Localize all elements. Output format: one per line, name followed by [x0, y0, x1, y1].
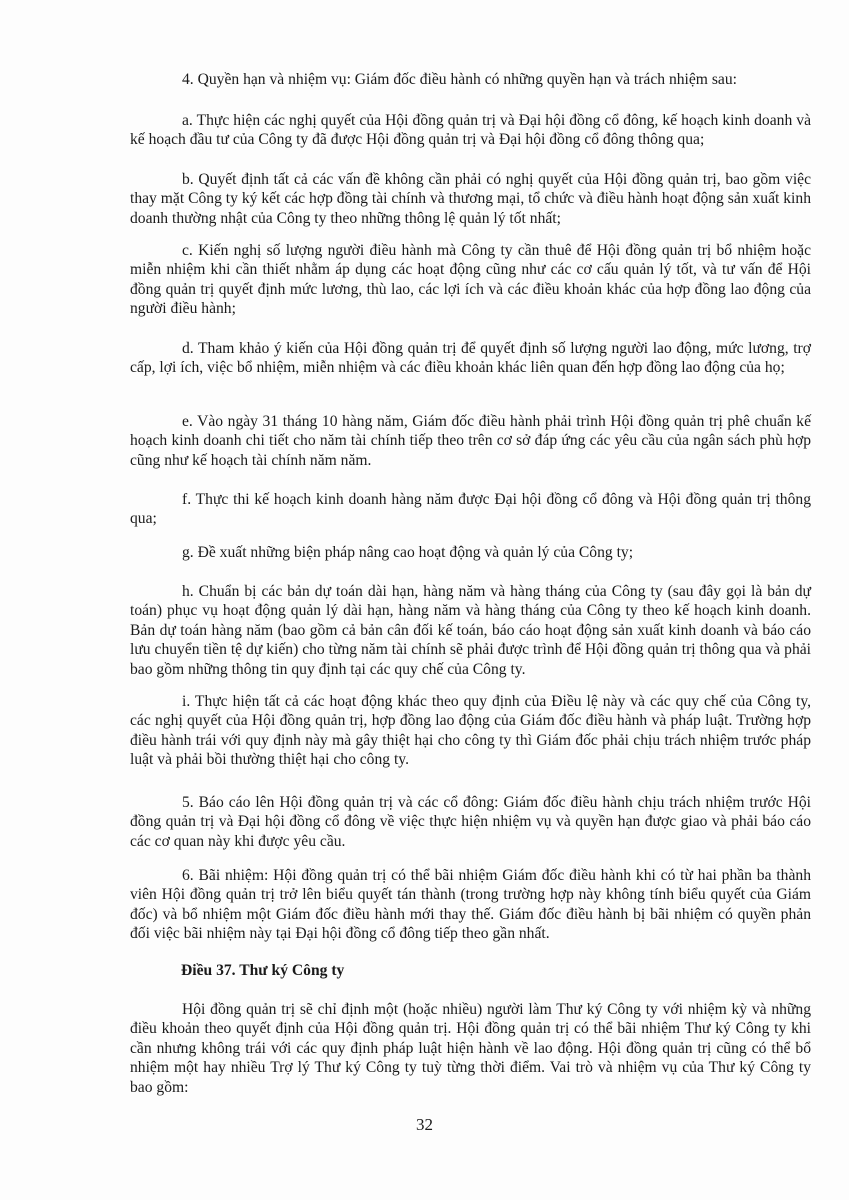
item-g: g. Đề xuất những biện pháp nâng cao hoạt động và quản lý của Công ty; — [182, 544, 634, 561]
item-c: c. Kiến nghị số lượng người điều hành mà Công ty cần thuê để Hội đồng quản trị bổ nhiệm hoặc miễn nhiệm khi cần thiết nhằm áp dụng các hoạt động cũng như các cơ cấu quản lý tốt, và tư vấn để Hội đồng quản trị quyết định mức lương, thù lao, các lợi ích và các điều khoản khác của hợp đồng lao động của người điều hành; — [130, 242, 811, 318]
clause-4-powers: 4. Quyền hạn và nhiệm vụ: Giám đốc điều hành có những quyền hạn và trách nhiệm sau: — [182, 71, 737, 88]
item-h: h. Chuẩn bị các bản dự toán dài hạn, hàng năm và hàng tháng của Công ty (sau đây gọi là bản dự toán) phục vụ hoạt động quản lý dài hạn, hàng năm và hàng tháng của Công ty theo kế hoạch kinh doanh. Bản dự toán hàng năm (bao gồm cả bản cân đối kế toán, báo cáo hoạt động sản xuất kinh doanh và báo cáo lưu chuyển tiền tệ dự kiến) cho từng năm tài chính sẽ phải được trình để Hội đồng quản trị thông qua và phải bao gồm những thông tin quy định tại các quy chế của Công ty. — [130, 583, 811, 678]
item-d: d. Tham khảo ý kiến của Hội đồng quản trị để quyết định số lượng người lao động, mức lương, trợ cấp, lợi ích, việc bổ nhiệm, miễn nhiệm và các điều khoản khác liên quan đến hợp đồng lao động của họ; — [130, 340, 811, 377]
item-f: f. Thực thi kế hoạch kinh doanh hàng năm được Đại hội đồng cổ đông và Hội đồng quản trị thông qua; — [130, 491, 811, 528]
clause-6-dismissal: 6. Bãi nhiệm: Hội đồng quản trị có thể bãi nhiệm Giám đốc điều hành khi có từ hai phần ba thành viên Hội đồng quản trị trở lên biểu quyết tán thành (trong trường hợp này không tính biểu quyết của Giám đốc) và bổ nhiệm một Giám đốc điều hành mới thay thế. Giám đốc điều hành bị bãi nhiệm có quyền phản đối việc bãi nhiệm này tại Đại hội đồng cổ đông tiếp theo gần nhất. — [130, 867, 811, 943]
item-e: e. Vào ngày 31 tháng 10 hàng năm, Giám đốc điều hành phải trình Hội đồng quản trị phê chuẩn kế hoạch kinh doanh chi tiết cho năm tài chính tiếp theo trên cơ sở đáp ứng các yêu cầu của ngân sách phù hợp cũng như kế hoạch tài chính năm năm. — [130, 413, 811, 469]
item-i: i. Thực hiện tất cả các hoạt động khác theo quy định của Điều lệ này và các quy chế của Công ty, các nghị quyết của Hội đồng quản trị, hợp đồng lao động của Giám đốc điều hành và pháp luật. Trường hợp điều hành trái với quy định này mà gây thiệt hại cho công ty thì Giám đốc phải chịu trách nhiệm trước pháp luật và phải bồi thường thiệt hại cho công ty. — [130, 693, 811, 769]
item-a: a. Thực hiện các nghị quyết của Hội đồng quản trị và Đại hội đồng cổ đông, kế hoạch kinh doanh và kế hoạch đầu tư của Công ty đã được Hội đồng quản trị và Đại hội đồng cổ đông thông qua; — [130, 112, 811, 149]
page-number: 32 — [416, 1115, 433, 1134]
article-37-heading: Điều 37. Thư ký Công ty — [181, 962, 345, 979]
item-b: b. Quyết định tất cả các vấn đề không cần phải có nghị quyết của Hội đồng quản trị, bao gồm việc thay mặt Công ty ký kết các hợp đồng tài chính và thương mại, tổ chức và điều hành hoạt động sản xuất kinh doanh thường nhật của Công ty theo những thông lệ quản lý tốt nhất; — [130, 171, 811, 227]
clause-5-reporting: 5. Báo cáo lên Hội đồng quản trị và các cổ đông: Giám đốc điều hành chịu trách nhiệm trước Hội đồng quản trị và Đại hội đồng cổ đông về việc thực hiện nhiệm vụ và quyền hạn được giao và phải báo cáo các cơ quan này khi được yêu cầu. — [130, 794, 811, 850]
article-37-paragraph: Hội đồng quản trị sẽ chỉ định một (hoặc nhiều) người làm Thư ký Công ty với nhiệm kỳ và những điều khoản theo quyết định của Hội đồng quản trị. Hội đồng quản trị có thể bãi nhiệm Thư ký Công ty khi cần nhưng không trái với các quy định pháp luật hiện hành về lao động. Hội đồng quản trị cũng có thể bổ nhiệm một hay nhiều Trợ lý Thư ký Công ty tuỳ từng thời điểm. Vai trò và nhiệm vụ của Thư ký Công ty bao gồm: — [130, 1001, 811, 1096]
